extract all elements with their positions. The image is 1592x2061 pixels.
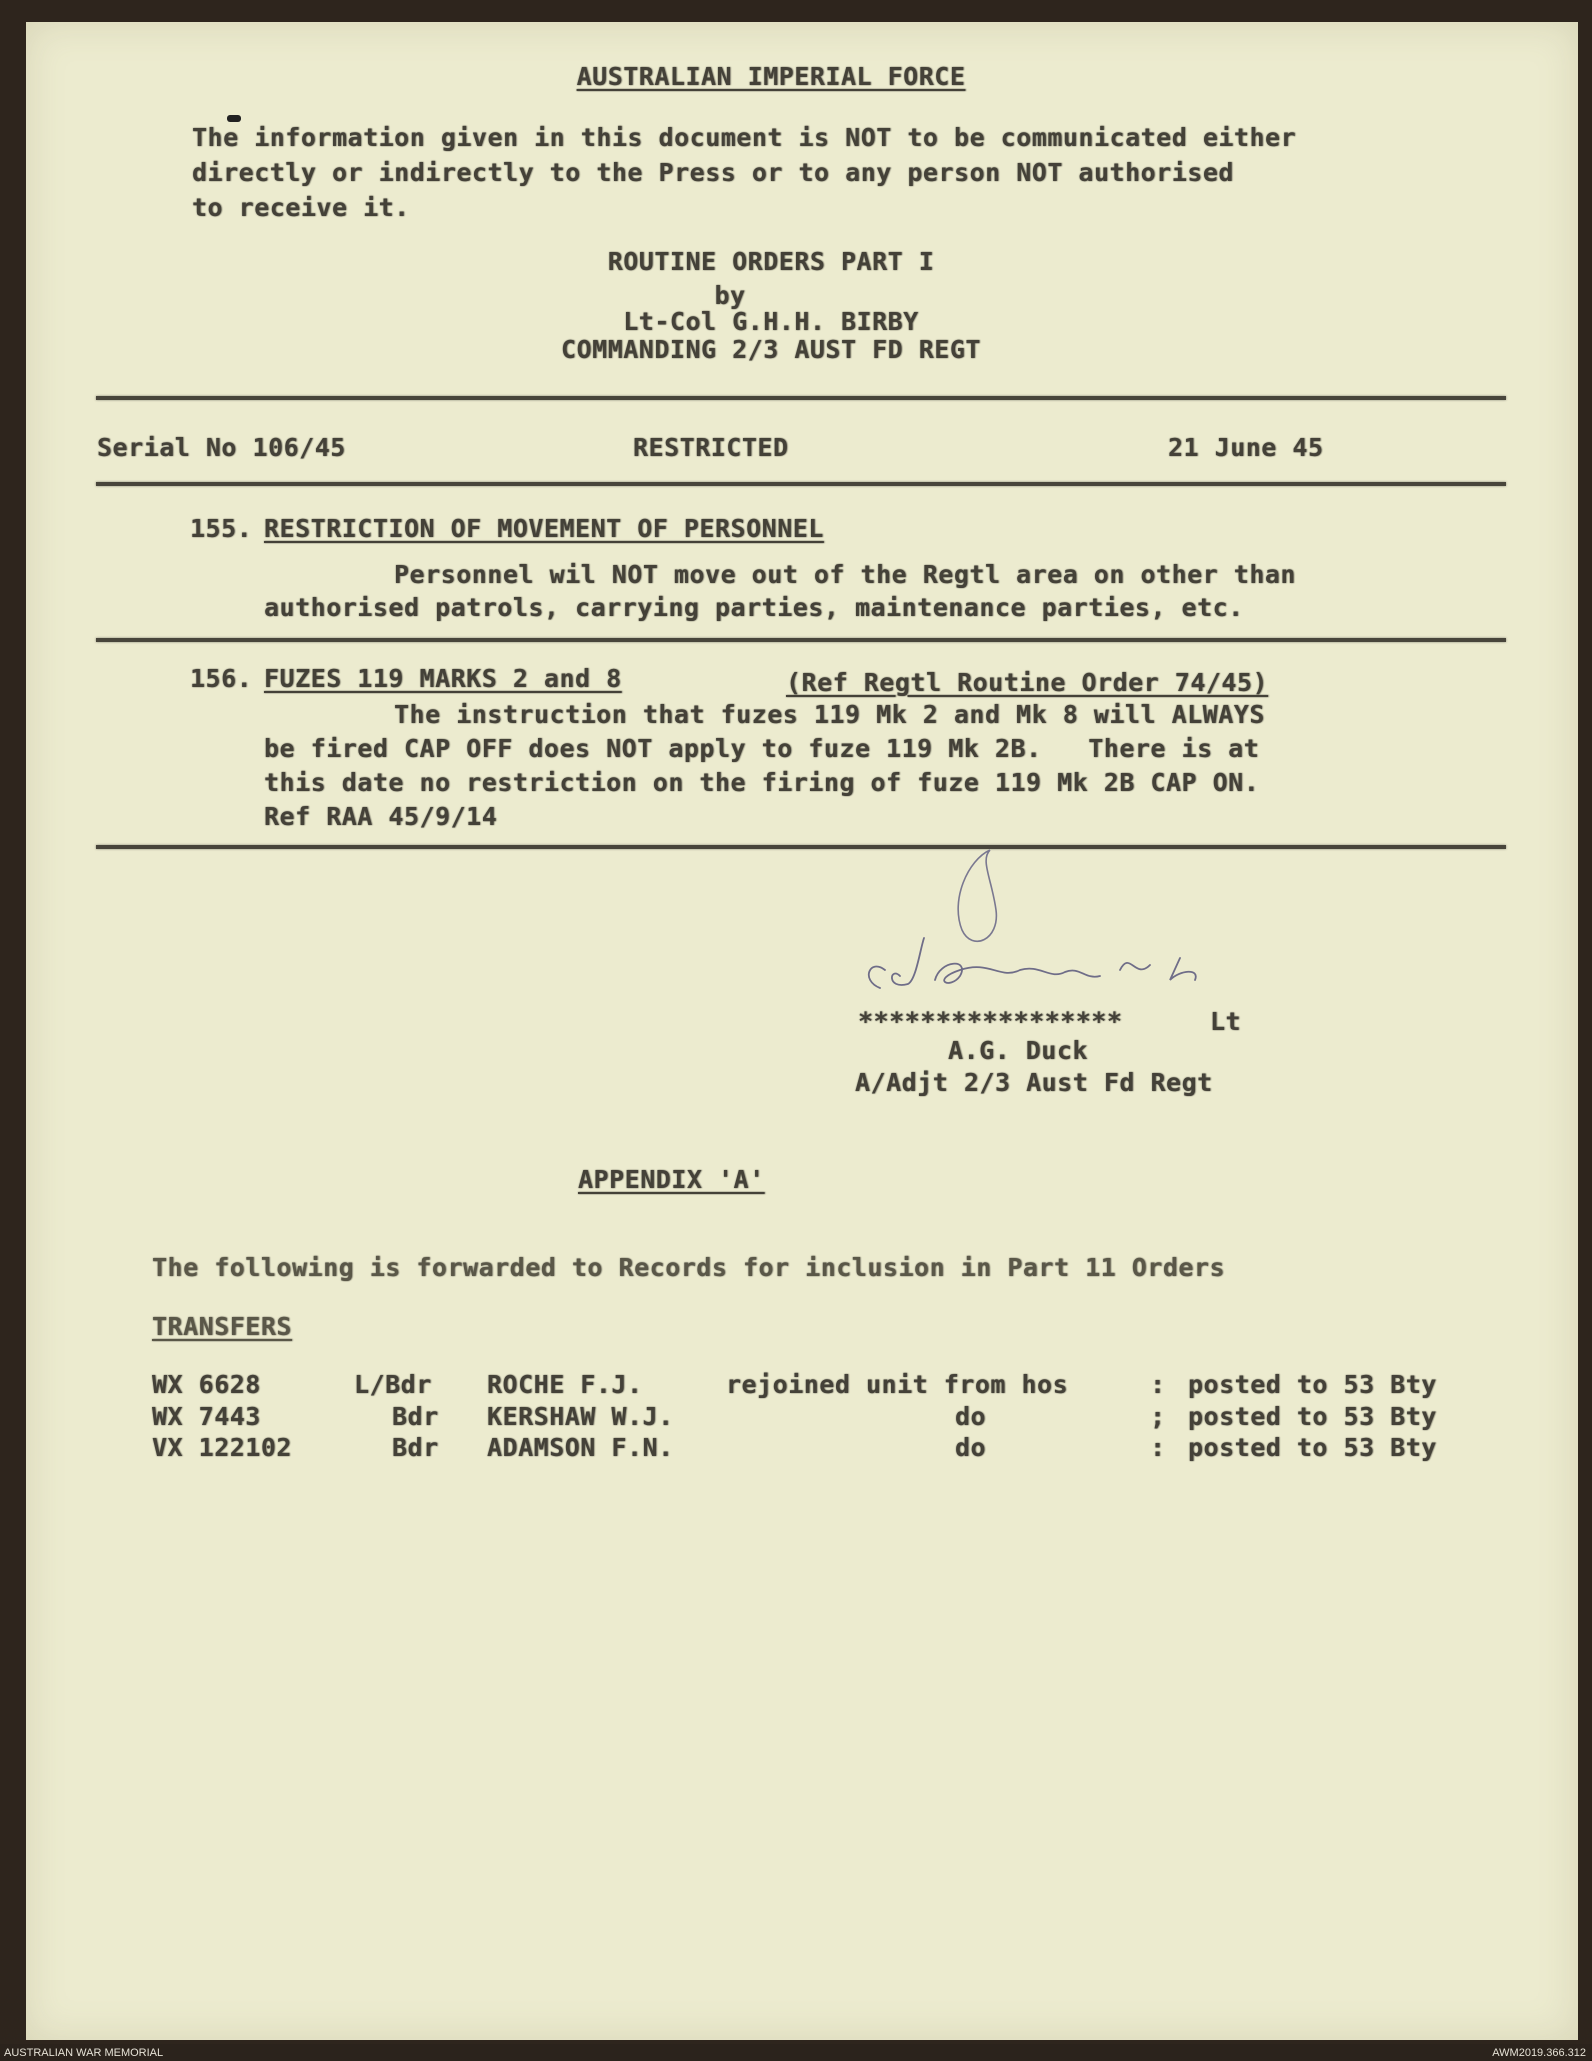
separator: : <box>1150 1370 1166 1399</box>
ink-spot <box>227 115 241 122</box>
order-date: 21 June 45 <box>1168 433 1324 462</box>
orders-title: ROUTINE ORDERS PART I <box>607 247 935 276</box>
order-156-line-1: The instruction that fuzes 119 Mk 2 and Mk 8 will ALWAYS <box>394 700 1265 729</box>
divider-156 <box>96 845 1506 849</box>
service-number: WX 7443 <box>152 1402 261 1431</box>
soldier-name: ROCHE F.J. <box>487 1370 643 1399</box>
divider-155 <box>96 638 1506 642</box>
order-155-heading: RESTRICTION OF MOVEMENT OF PERSONNEL <box>264 514 824 543</box>
signature-rank: Lt <box>1210 1007 1242 1036</box>
soldier-rank: Bdr <box>392 1433 439 1462</box>
divider-top <box>96 396 1506 400</box>
orders-by: by <box>714 281 746 310</box>
transfer-action: do <box>955 1433 987 1462</box>
signatory-appointment: A/Adjt 2/3 Aust Fd Regt <box>855 1068 1213 1097</box>
document-title: AUSTRALIAN IMPERIAL FORCE <box>576 62 966 91</box>
order-156-number: 156. <box>190 664 253 693</box>
posting: posted to 53 Bty <box>1188 1370 1437 1399</box>
order-156-reference: (Ref Regtl Routine Order 74/45) <box>786 668 1269 697</box>
soldier-name: KERSHAW W.J. <box>487 1402 674 1431</box>
separator: : <box>1150 1433 1166 1462</box>
posting: posted to 53 Bty <box>1188 1433 1437 1462</box>
service-number: VX 122102 <box>152 1433 292 1462</box>
commanding-unit: COMMANDING 2/3 AUST FD REGT <box>561 335 981 364</box>
order-156-line-2: be fired CAP OFF does NOT apply to fuze 119 Mk 2B. There is at <box>264 734 1260 763</box>
separator: ; <box>1150 1402 1166 1431</box>
posting: posted to 53 Bty <box>1188 1402 1437 1431</box>
soldier-rank: L/Bdr <box>354 1370 432 1399</box>
order-156-heading: FUZES 119 MARKS 2 and 8 <box>264 664 622 693</box>
handwritten-signature <box>850 830 1270 1010</box>
serial-number: Serial No 106/45 <box>97 433 346 462</box>
notice-line-2: directly or indirectly to the Press or to any person NOT authorised <box>192 158 1234 187</box>
commander-name: Lt-Col G.H.H. BIRBY <box>623 307 919 336</box>
signature-dots: ***************** <box>858 1007 1123 1036</box>
appendix-title: APPENDIX 'A' <box>578 1165 765 1194</box>
service-number: WX 6628 <box>152 1370 261 1399</box>
order-155-number: 155. <box>190 514 253 543</box>
transfer-action: do <box>955 1402 987 1431</box>
transfers-heading: TRANSFERS <box>152 1312 292 1341</box>
notice-line-3: to receive it. <box>192 193 410 222</box>
soldier-rank: Bdr <box>392 1402 439 1431</box>
signatory-name: A.G. Duck <box>948 1036 1088 1065</box>
footer-credit: AUSTRALIAN WAR MEMORIAL <box>4 2047 164 2059</box>
transfer-action: rejoined unit from hos <box>726 1370 1069 1399</box>
divider-serial <box>96 482 1506 486</box>
order-155-line-1: Personnel wil NOT move out of the Regtl area on other than <box>394 560 1296 589</box>
appendix-intro: The following is forwarded to Records for inclusion in Part 11 Orders <box>152 1253 1226 1282</box>
footer-accession-number: AWM2019.366.312 <box>1492 2047 1586 2059</box>
order-155-line-2: authorised patrols, carrying parties, maintenance parties, etc. <box>264 593 1244 622</box>
notice-line-1: The information given in this document is NOT to be communicated either <box>192 123 1297 152</box>
order-156-line-4: Ref RAA 45/9/14 <box>264 802 498 831</box>
soldier-name: ADAMSON F.N. <box>487 1433 674 1462</box>
order-156-line-3: this date no restriction on the firing of fuze 119 Mk 2B CAP ON. <box>264 768 1260 797</box>
classification: RESTRICTED <box>633 433 789 462</box>
